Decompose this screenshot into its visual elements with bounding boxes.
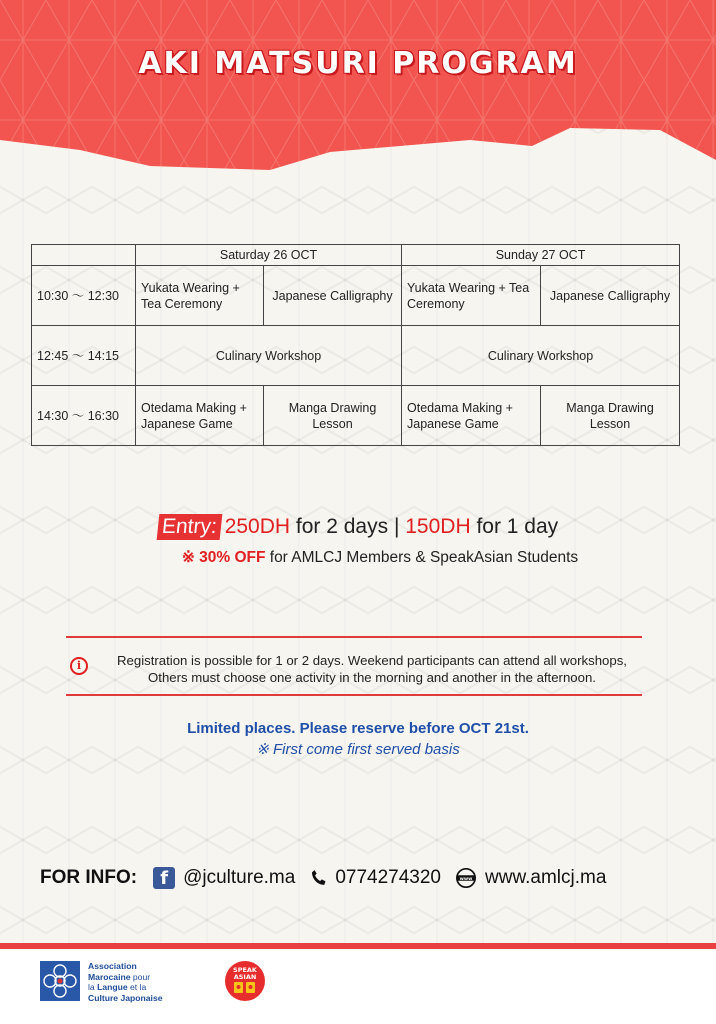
globe-icon: [455, 867, 477, 889]
price-two-days: 250DH: [224, 515, 291, 538]
assoc-line: Culture Japonaise: [88, 992, 163, 1003]
reference-mark: ※: [181, 549, 195, 566]
contact-info: [40, 866, 606, 890]
notice-line: Registration is possible for 1 or 2 days. Weekend participants can attend all workshops,: [117, 653, 627, 668]
activity-cell: Japanese Calligraphy: [264, 266, 402, 326]
activity-cell: Culinary Workshop: [402, 326, 680, 386]
time-slot: 12:45 〜 14:15: [32, 326, 136, 386]
notice-top-divider: [66, 636, 642, 638]
time-slot: 10:30 〜 12:30: [32, 266, 136, 326]
notice-line: Others must choose one activity in the morning and another in the afternoon.: [148, 670, 596, 685]
speak-logo-text: ASIAN: [233, 973, 257, 981]
activity-cell: Japanese Calligraphy: [541, 266, 680, 326]
assoc-line: Association: [88, 961, 137, 971]
activity-cell: Culinary Workshop: [136, 326, 402, 386]
page-title: AKI MATSURI PROGRAM: [138, 46, 578, 81]
schedule-header-row: [32, 245, 680, 266]
table-row: [32, 326, 680, 386]
header-background: [0, 0, 716, 190]
price-two-days-text: for 2 days |: [290, 515, 406, 538]
activity-cell: Manga Drawing Lesson: [264, 386, 402, 446]
corner-cell: [32, 245, 136, 266]
reserve-deadline: Limited places. Please reserve before OCT 21st.: [187, 720, 529, 737]
facebook-link[interactable]: @jculture.ma: [183, 867, 296, 888]
info-icon: i: [70, 657, 88, 675]
phone-number[interactable]: 0774274320: [335, 867, 441, 888]
activity-cell: Manga Drawing Lesson: [541, 386, 680, 446]
schedule-table: [31, 244, 680, 446]
activity-cell: Yukata Wearing + Tea Ceremony: [136, 266, 264, 326]
activity-cell: Yukata Wearing + Tea Ceremony: [402, 266, 541, 326]
assoc-line: Marocaine: [88, 971, 131, 982]
association-logo: [40, 961, 80, 1001]
price-one-day-text: for 1 day: [470, 515, 559, 538]
registration-notice: [92, 652, 652, 686]
price-one-day: 150DH: [405, 515, 471, 538]
entry-label: Entry:: [156, 514, 222, 540]
contact-label: FOR INFO:: [40, 867, 138, 888]
svg-text:www: www: [459, 876, 473, 882]
discount-line: [0, 548, 716, 567]
assoc-line: Langue: [97, 982, 128, 992]
speakasian-logo: [224, 960, 266, 1004]
day-header-saturday: Saturday 26 OCT: [136, 245, 402, 266]
speak-logo-text: SPEAK: [233, 966, 257, 974]
facebook-icon: f: [153, 867, 175, 889]
table-row: [32, 266, 680, 326]
discount-value: 30% OFF: [199, 549, 266, 566]
association-name: [88, 961, 218, 1003]
notice-bottom-divider: [66, 694, 642, 696]
entry-pricing: [0, 514, 716, 540]
activity-cell: Otedama Making + Japanese Game: [136, 386, 264, 446]
website-link[interactable]: www.amlcj.ma: [485, 867, 607, 888]
day-header-sunday: Sunday 27 OCT: [402, 245, 680, 266]
time-slot: 14:30 〜 16:30: [32, 386, 136, 446]
assoc-line: la: [88, 982, 98, 992]
assoc-line: et la: [127, 982, 147, 992]
activity-cell: Otedama Making + Japanese Game: [402, 386, 541, 446]
header-banner: [0, 0, 716, 190]
table-row: [32, 386, 680, 446]
phone-icon: [309, 868, 329, 888]
assoc-line: pour: [130, 971, 151, 982]
discount-text: for AMLCJ Members & SpeakAsian Students: [265, 549, 579, 566]
first-come-note: ※ First come first served basis: [256, 741, 460, 758]
